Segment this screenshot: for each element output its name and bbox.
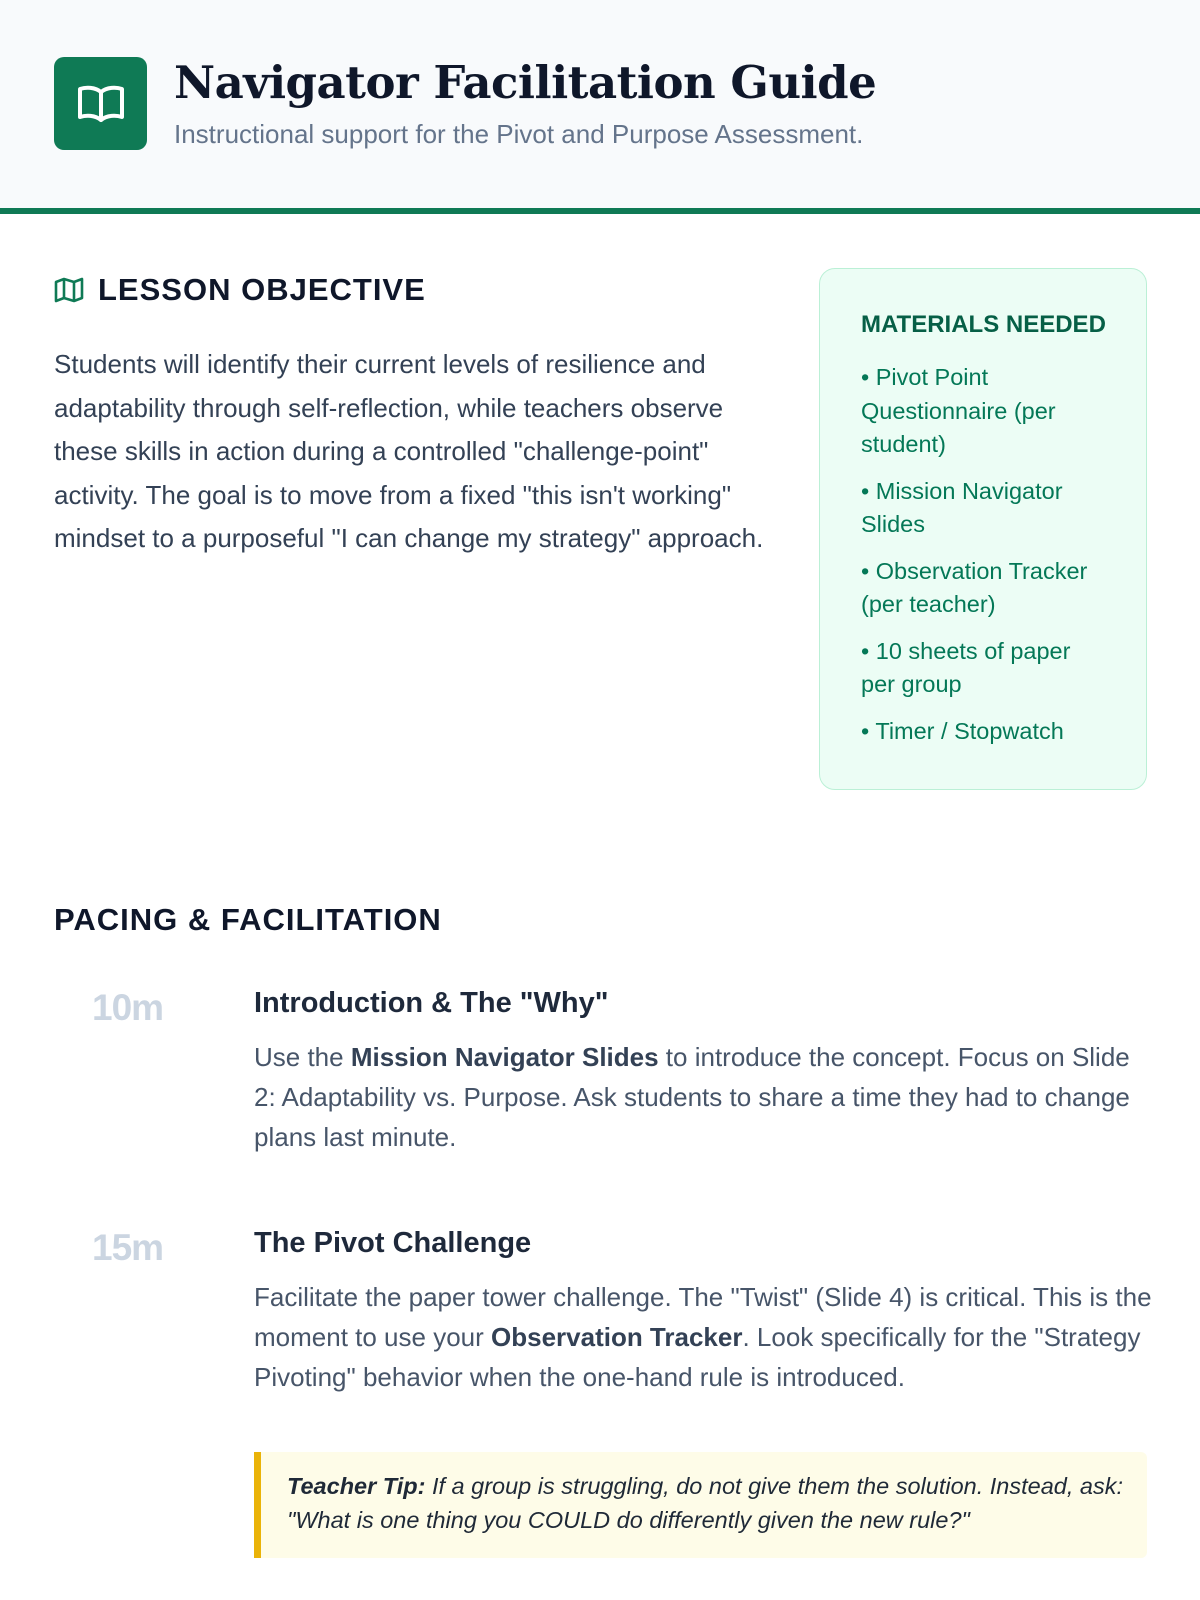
step-time: 10m: [92, 987, 164, 1028]
materials-item: • Timer / Stopwatch: [861, 717, 1064, 744]
materials-item: • Pivot Point Questionnaire (per student): [861, 364, 1056, 457]
pacing-heading: PACING & FACILITATION: [54, 902, 442, 937]
logo: [54, 57, 147, 150]
open-book-icon: [76, 82, 126, 126]
materials-card: [819, 268, 1147, 790]
materials-list: [861, 361, 1106, 748]
page-subtitle: Instructional support for the Pivot and Purpose Assessment.: [174, 119, 864, 149]
step-title: Introduction & The "Why": [254, 987, 609, 1019]
step-title: The Pivot Challenge: [254, 1227, 532, 1259]
step-body-emphasis: Mission Navigator Slides: [350, 1042, 659, 1072]
step-body: Use the Mission Navigator Slides to introduce the concept. Focus on Slide 2: Adaptability vs. Purpose. Ask students to share a time they had to change plans last minute.: [254, 1042, 1130, 1152]
materials-item: • 10 sheets of paper per group: [861, 637, 1071, 697]
objective-text: Students will identify their current levels of resilience and adaptability through self-reflection, while teachers observe these skills in action during a controlled "challenge-point" activity. The goal is to move from a fixed "this isn't working" mindset to a purposeful "I can change my strategy" approach.: [54, 349, 764, 553]
materials-item: • Observation Tracker (per teacher): [861, 557, 1088, 617]
step-body-emphasis: Observation Tracker: [491, 1322, 743, 1352]
teacher-tip-callout: [254, 1452, 1147, 1558]
objective-heading: [54, 272, 426, 308]
step-time: 15m: [92, 1227, 164, 1268]
page-title: Navigator Facilitation Guide: [174, 56, 877, 109]
teacher-tip-text: If a group is struggling, do not give them the solution. Instead, ask: "What is one thing you COULD do differently given the new rule?": [287, 1473, 1124, 1533]
materials-title: MATERIALS NEEDED: [861, 311, 1106, 338]
objective-heading-label: LESSON OBJECTIVE: [98, 272, 426, 307]
step-body: Facilitate the paper tower challenge. The "Twist" (Slide 4) is critical. This is the moment to use your Observation Tracker. Look specifically for the "Strategy Pivoting" behavior when the one-hand rule is introduced.: [254, 1282, 1152, 1392]
page-header: [0, 0, 1200, 214]
map-icon: [54, 277, 84, 303]
materials-item: • Mission Navigator Slides: [861, 477, 1063, 537]
teacher-tip-label: Teacher Tip:: [287, 1473, 426, 1499]
